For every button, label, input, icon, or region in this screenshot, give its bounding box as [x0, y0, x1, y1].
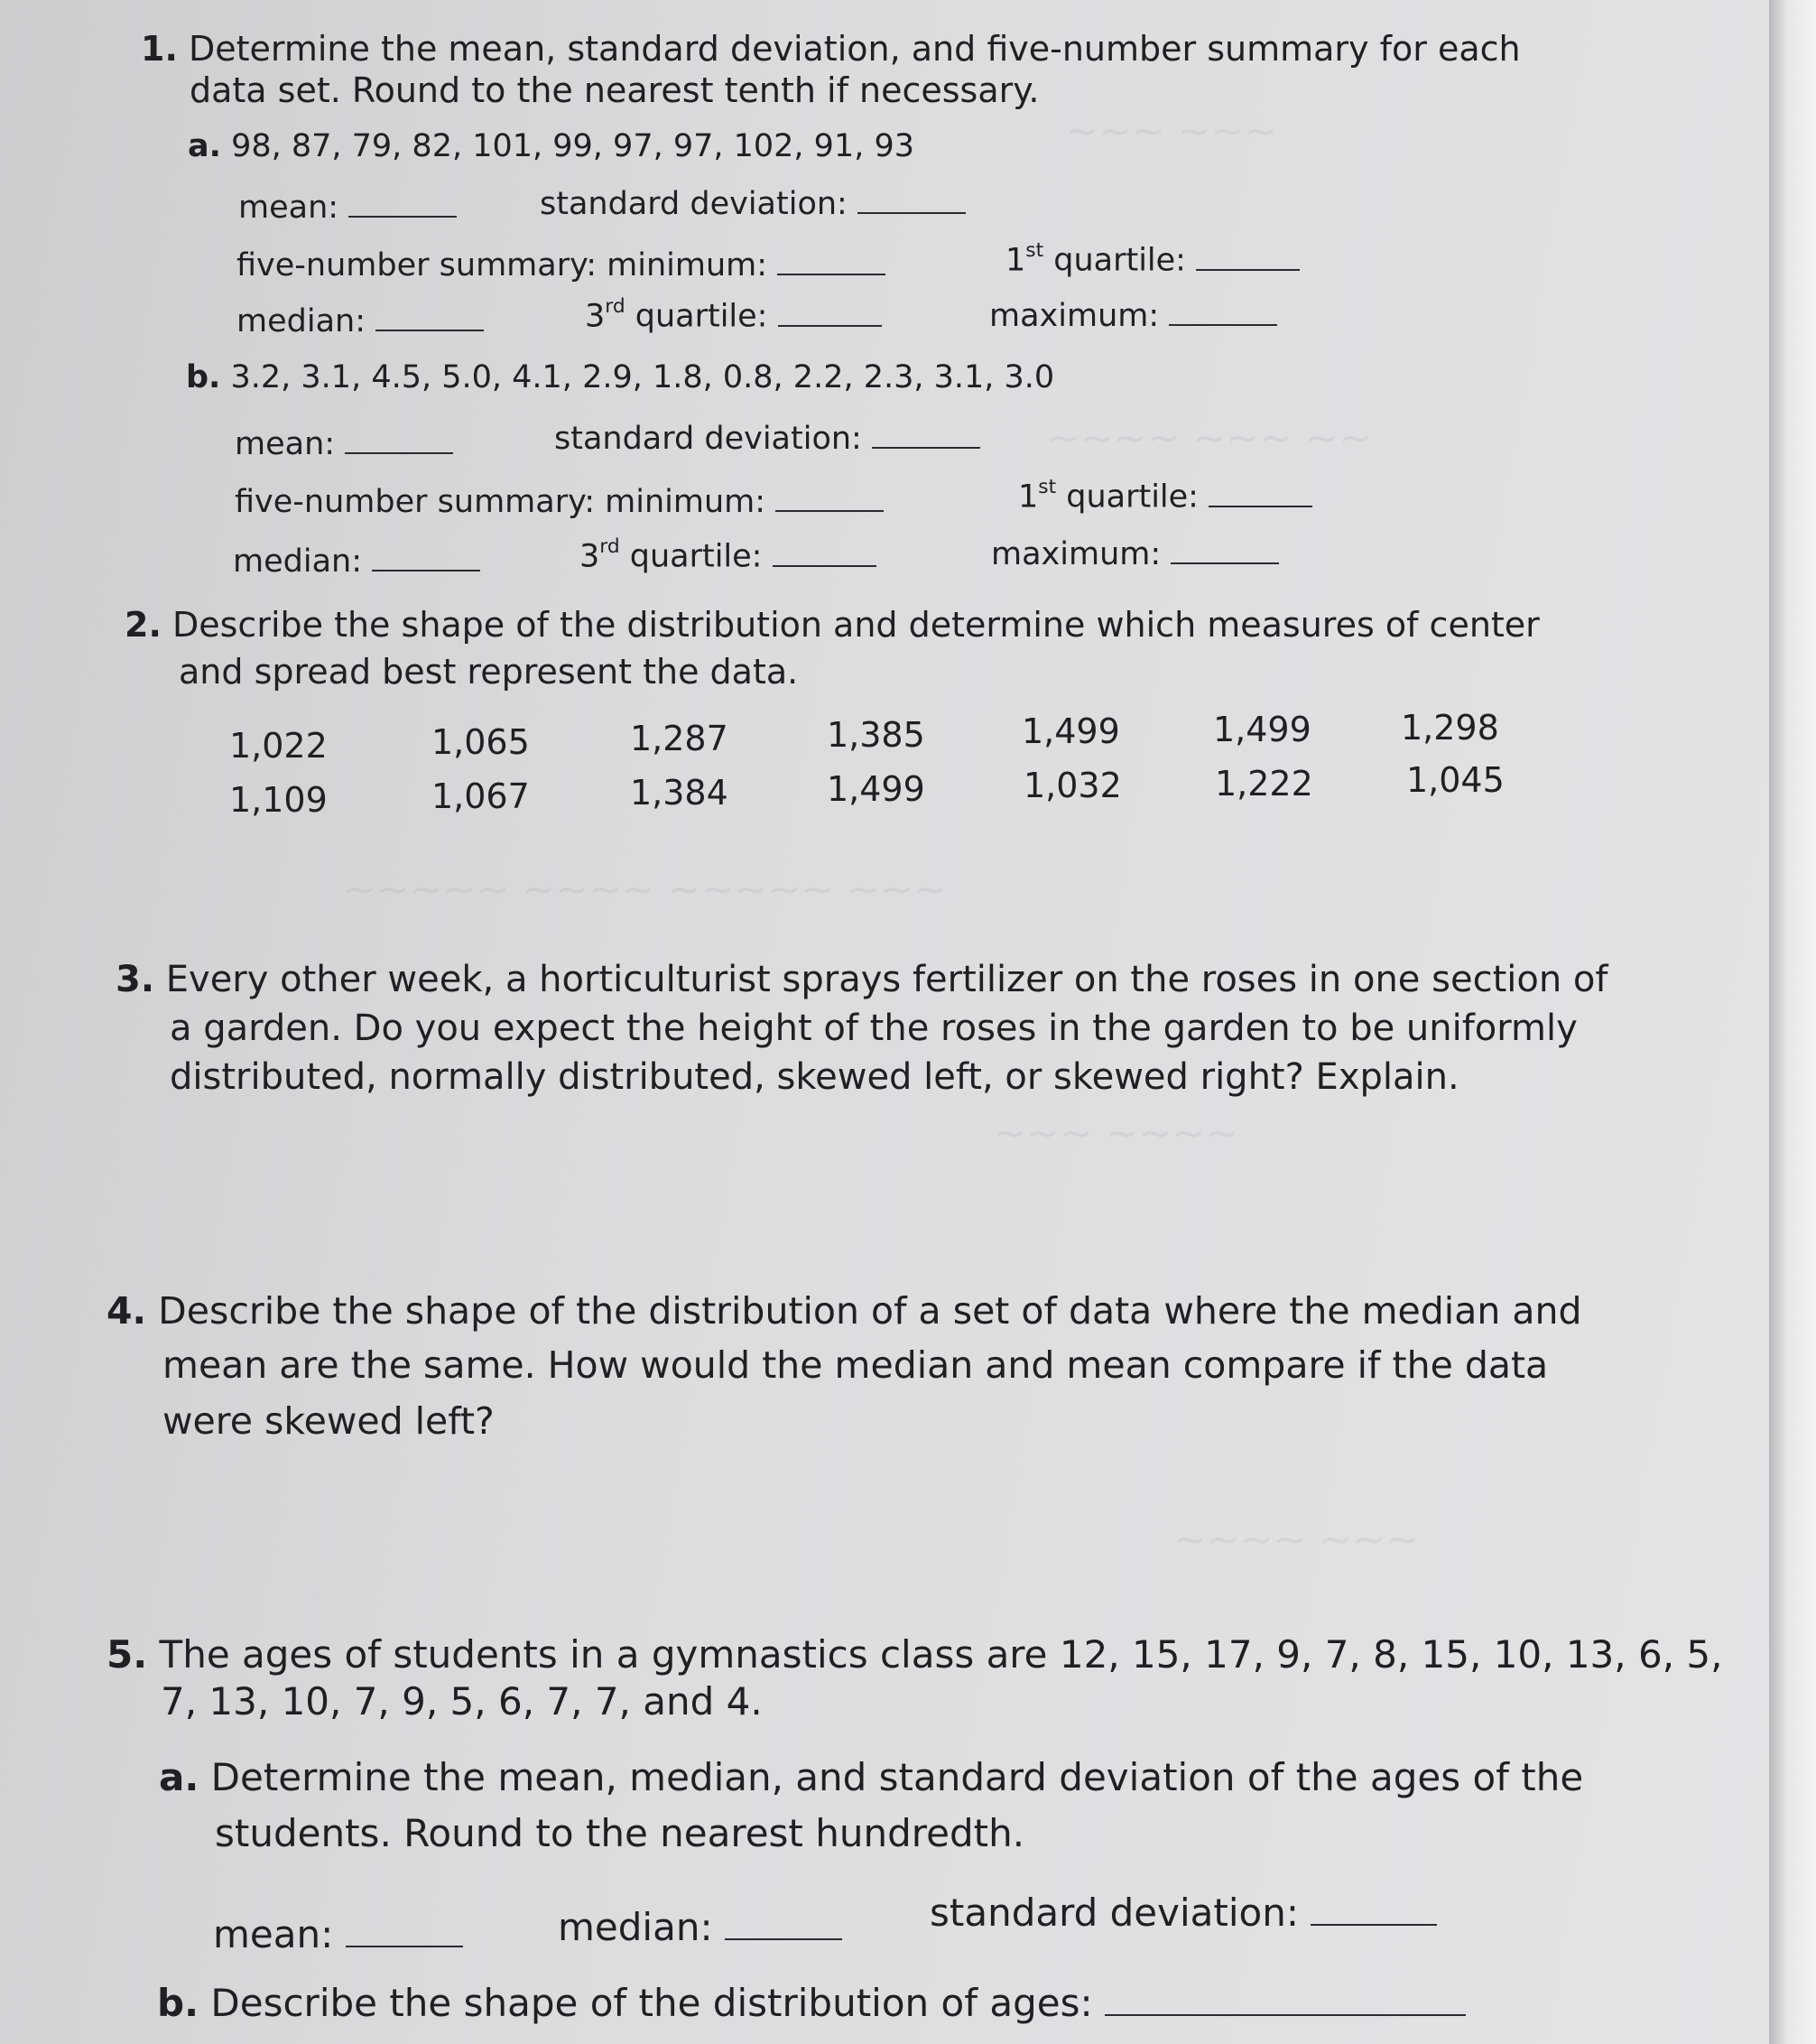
- q1a-q3-row: [585, 294, 882, 335]
- q1b-q3-row: [579, 534, 876, 575]
- q2-value: 1,067: [431, 776, 530, 816]
- q1b-mean-label: mean:: [235, 426, 336, 462]
- page-edge: [1769, 0, 1816, 2044]
- q1b-mean-blank[interactable]: [345, 446, 453, 454]
- q1b-max-label: maximum:: [991, 536, 1162, 572]
- q3-text-line2: a garden. Do you expect the height of the roses in the garden to be uniformly: [170, 1008, 1578, 1049]
- q3-line1: [116, 959, 1608, 1000]
- q1b-max-row: [991, 536, 1279, 572]
- q1a-min-blank[interactable]: [777, 267, 885, 275]
- q1a-q1-suffix: st: [1025, 238, 1044, 262]
- q1-text-line2: data set. Round to the nearest tenth if necessary.: [190, 70, 1040, 110]
- q5-number: 5.: [107, 1632, 148, 1677]
- q1a-q3-blank[interactable]: [778, 319, 882, 327]
- q2-value: 1,499: [1022, 711, 1120, 751]
- q1b-q1-label: quartile:: [1066, 478, 1199, 516]
- q1b-fivenum-row: [235, 484, 884, 520]
- q1b-letter: b.: [186, 359, 221, 395]
- q1b-median-label: median:: [233, 544, 362, 580]
- q1a-q3-suffix: rd: [605, 294, 625, 318]
- q1a-data-line: [188, 128, 914, 164]
- q1-text-line1: Determine the mean, standard deviation, and five-number summary for each: [188, 29, 1521, 69]
- q1b-fivenum-label: five-number summary: minimum:: [235, 484, 766, 520]
- q1b-sd-label: standard deviation:: [554, 421, 862, 457]
- q5a-median-blank[interactable]: [725, 1931, 842, 1940]
- q1a-mean-row: [238, 190, 457, 226]
- q5a-text-line2: students. Round to the nearest hundredth.: [215, 1811, 1025, 1855]
- q1b-q3-label: quartile:: [629, 538, 763, 575]
- q1a-fivenum-row: [236, 247, 885, 283]
- q1b-median-blank[interactable]: [372, 563, 480, 571]
- q3-text-line3: distributed, normally distributed, skewed left, or skewed right? Explain.: [170, 1056, 1459, 1098]
- q5-text-line1: The ages of students in a gymnastics class are 12, 15, 17, 9, 7, 8, 15, 10, 13, 6, 5,: [159, 1632, 1723, 1677]
- q1b-data: 3.2, 3.1, 4.5, 5.0, 4.1, 2.9, 1.8, 0.8, 2.2, 2.3, 3.1, 3.0: [230, 359, 1055, 395]
- q1b-q3-blank[interactable]: [773, 559, 876, 567]
- q5b-letter: b.: [157, 1981, 199, 2025]
- q5-line1: [107, 1632, 1722, 1677]
- q5a-mean-row: [213, 1912, 463, 1956]
- q1b-sd-row: [554, 421, 980, 457]
- q5a-median-row: [558, 1905, 842, 1949]
- q2-line1: [125, 605, 1540, 645]
- q5a-median-label: median:: [558, 1905, 713, 1949]
- q1a-sd-blank[interactable]: [857, 206, 966, 214]
- q1b-max-blank[interactable]: [1171, 556, 1279, 564]
- q1a-mean-label: mean:: [238, 190, 339, 226]
- q4-number: 4.: [107, 1289, 147, 1333]
- bleed-through: ∼∼∼∼ ∼∼∼ ∼∼: [1047, 415, 1372, 461]
- q1a-q1-row: [1005, 238, 1300, 279]
- q1-number: 1.: [141, 29, 178, 69]
- q1a-median-blank[interactable]: [375, 323, 484, 331]
- q1b-q1-number: 1: [1018, 478, 1039, 516]
- q4-text-line2: mean are the same. How would the median and mean compare if the data: [162, 1343, 1549, 1387]
- q1a-median-row: [236, 303, 484, 339]
- q1a-mean-blank[interactable]: [348, 209, 457, 218]
- q1b-mean-row: [235, 426, 453, 462]
- q2-value: 1,045: [1406, 760, 1505, 800]
- q1b-min-blank[interactable]: [775, 504, 884, 512]
- q5a-mean-blank[interactable]: [346, 1938, 463, 1947]
- q5a-line1: [159, 1755, 1583, 1799]
- q1b-data-line: [186, 359, 1054, 395]
- q2-value: 1,022: [229, 726, 328, 766]
- q5a-sd-blank[interactable]: [1311, 1917, 1437, 1926]
- q2-value: 1,109: [229, 780, 328, 820]
- q1a-fivenum-label: five-number summary: minimum:: [236, 247, 768, 283]
- q1a-q1-blank[interactable]: [1196, 263, 1300, 271]
- q1a-max-blank[interactable]: [1169, 318, 1277, 326]
- q5-text-line2: 7, 13, 10, 7, 9, 5, 6, 7, 7, and 4.: [161, 1679, 763, 1723]
- q4-text-line1: Describe the shape of the distribution of a set of data where the median and: [158, 1289, 1582, 1333]
- q5a-mean-label: mean:: [213, 1912, 334, 1956]
- q1a-max-label: maximum:: [989, 298, 1160, 334]
- q1-line1: [141, 29, 1521, 69]
- q5a-sd-row: [930, 1891, 1437, 1935]
- bleed-through: ∼∼∼ ∼∼∼∼: [993, 1110, 1239, 1157]
- q1a-max-row: [989, 298, 1277, 334]
- q1b-median-row: [233, 544, 480, 580]
- q2-number: 2.: [125, 605, 162, 645]
- q1b-q1-row: [1018, 475, 1312, 516]
- q5b-line: [157, 1981, 1466, 2025]
- q1b-q1-suffix: st: [1038, 475, 1057, 498]
- q1a-letter: a.: [188, 128, 221, 164]
- q1a-data: 98, 87, 79, 82, 101, 99, 97, 97, 102, 91, 93: [231, 128, 915, 164]
- q1a-q3-number: 3: [585, 298, 606, 335]
- q5b-answer-blank[interactable]: [1105, 2007, 1466, 2016]
- q2-value: 1,298: [1401, 708, 1499, 748]
- q1a-sd-row: [540, 186, 966, 222]
- q3-text-line1: Every other week, a horticulturist sprays fertilizer on the roses in one section of: [165, 959, 1608, 1000]
- q1b-q1-blank[interactable]: [1209, 499, 1312, 507]
- bleed-through: ∼∼∼∼ ∼∼∼: [1173, 1517, 1420, 1563]
- q1b-q3-number: 3: [579, 538, 600, 575]
- q5a-letter: a.: [159, 1755, 199, 1799]
- q2-value: 1,385: [827, 715, 925, 755]
- q1a-median-label: median:: [236, 303, 366, 339]
- q5a-text-line1: Determine the mean, median, and standard deviation of the ages of the: [210, 1755, 1584, 1799]
- q4-text-line3: were skewed left?: [162, 1399, 495, 1443]
- q1a-sd-label: standard deviation:: [540, 186, 848, 222]
- q2-text-line2: and spread best represent the data.: [179, 652, 799, 692]
- q2-text-line1: Describe the shape of the distribution and determine which measures of center: [171, 605, 1540, 645]
- q2-value: 1,384: [630, 773, 728, 813]
- q2-value: 1,032: [1024, 766, 1122, 805]
- q1b-q3-suffix: rd: [599, 534, 620, 558]
- q3-number: 3.: [116, 959, 155, 1000]
- bleed-through: ∼∼∼ ∼∼∼: [1065, 108, 1278, 154]
- q1a-q1-label: quartile:: [1053, 242, 1186, 279]
- q1a-q3-label: quartile:: [635, 298, 768, 335]
- q2-value: 1,222: [1215, 764, 1313, 804]
- q2-value: 1,499: [827, 769, 925, 809]
- q2-value: 1,499: [1213, 710, 1311, 749]
- q5b-text: Describe the shape of the distribution of ages:: [210, 1981, 1093, 2025]
- q1a-q1-number: 1: [1005, 242, 1026, 279]
- q4-line1: [107, 1289, 1581, 1333]
- q1b-sd-blank[interactable]: [872, 441, 980, 449]
- q2-value: 1,065: [431, 722, 530, 762]
- bleed-through: ∼∼∼∼∼ ∼∼∼∼ ∼∼∼∼∼ ∼∼∼: [343, 867, 947, 913]
- q5a-sd-label: standard deviation:: [930, 1891, 1300, 1935]
- q2-value: 1,287: [630, 719, 728, 758]
